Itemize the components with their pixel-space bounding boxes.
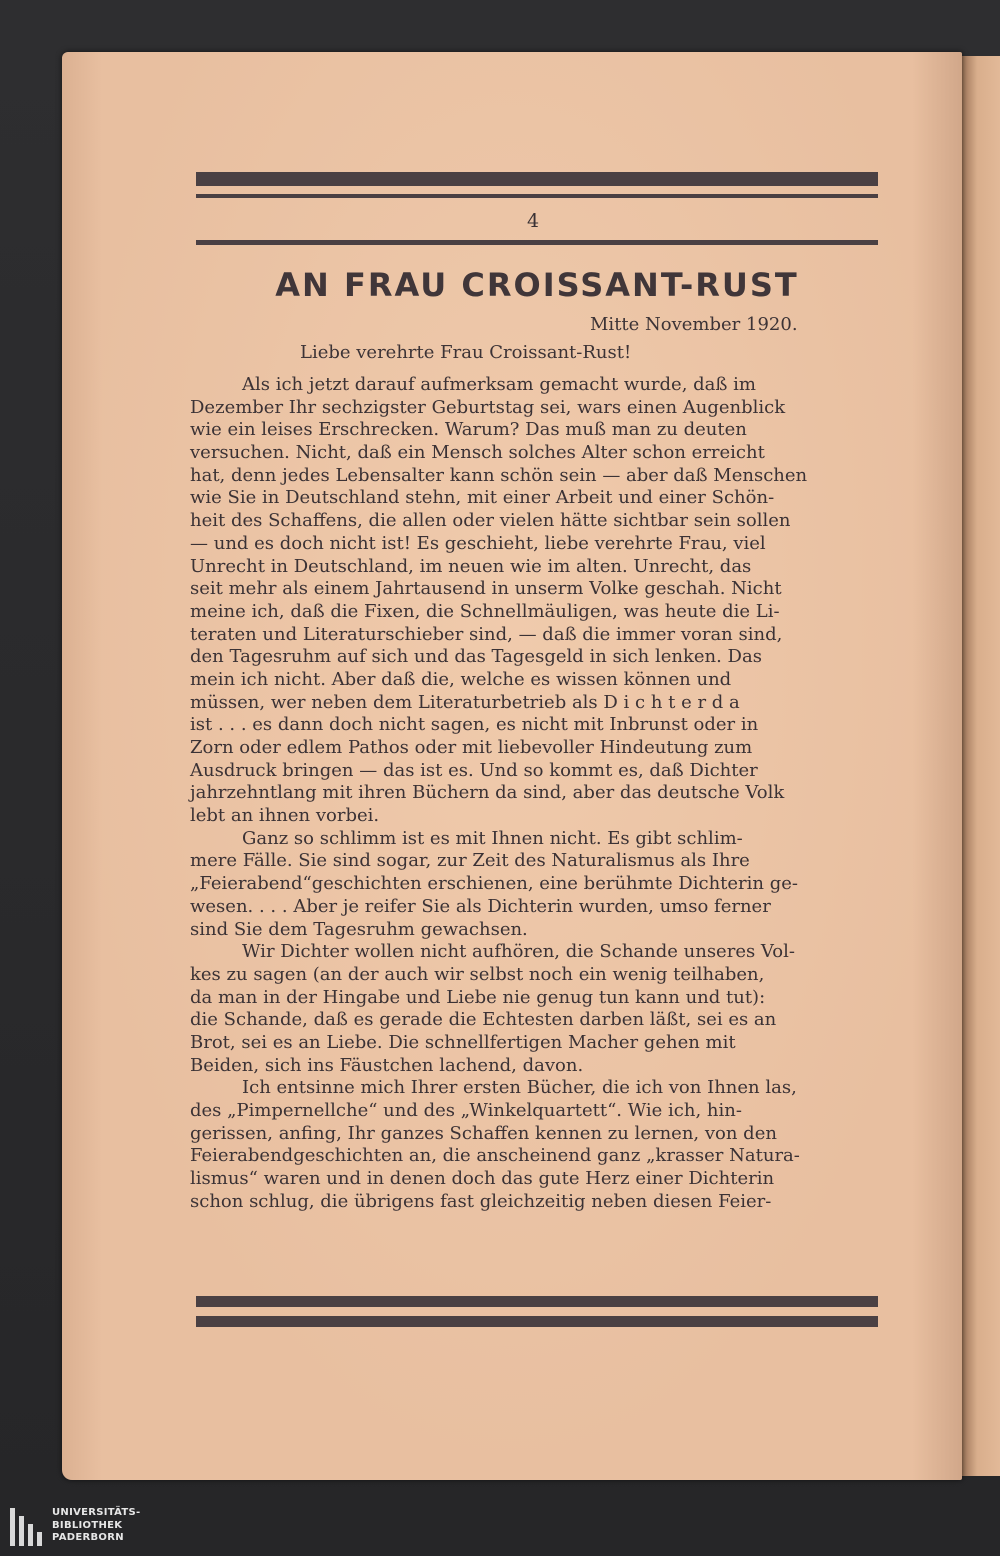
text-line: mein ich nicht. Aber daß die, welche es wissen können und xyxy=(190,668,732,690)
text-line: wesen. . . . Aber je reifer Sie als Dichterin wurden, umso ferner xyxy=(190,895,771,917)
header-rule-lower xyxy=(196,240,878,245)
text-line: den Tagesruhm auf sich und das Tagesgeld in sich lenken. Das xyxy=(190,646,762,668)
page-heading: AN FRAU CROISSANT-RUST xyxy=(275,266,799,304)
footer-rule-lower xyxy=(196,1316,878,1327)
text-line: schon schlug, die übrigens fast gleichzeitig neben diesen Feier- xyxy=(190,1190,772,1212)
text-line: Dezember Ihr sechzigster Geburtstag sei, wars einen Augenblick xyxy=(190,396,786,418)
library-logo-text xyxy=(52,1507,192,1545)
library-logo-icon xyxy=(10,1508,42,1546)
text-line: da man in der Hingabe und Liebe nie genug tun kann und tut): xyxy=(190,986,766,1008)
text-line: müssen, wer neben dem Literaturbetrieb als D i c h t e r d a xyxy=(190,691,740,713)
text-line: Ausdruck bringen — das ist es. Und so kommt es, daß Dichter xyxy=(190,759,758,781)
text-line: mere Fälle. Sie sind sogar, zur Zeit des Naturalismus als Ihre xyxy=(190,850,750,872)
logo-line: BIBLIOTHEK xyxy=(52,1519,123,1531)
text-line: meine ich, daß die Fixen, die Schnellmäuligen, was heute die Li- xyxy=(190,600,780,622)
text-line: versuchen. Nicht, daß ein Mensch solches Alter schon erreicht xyxy=(190,442,765,464)
text-line: Wir Dichter wollen nicht aufhören, die Schande unseres Vol- xyxy=(242,941,795,963)
text-line: teraten und Literaturschieber sind, — daß die immer voran sind, xyxy=(190,623,783,645)
letter-salutation: Liebe verehrte Frau Croissant-Rust! xyxy=(300,342,632,363)
text-line: lebt an ihnen vorbei. xyxy=(190,805,380,827)
text-line: „Feierabend“geschichten erschienen, eine berühmte Dichterin ge- xyxy=(190,873,798,895)
text-line: Unrecht in Deutschland, im neuen wie im alten. Unrecht, das xyxy=(190,555,752,577)
text-line: gerissen, anfing, Ihr ganzes Schaffen kennen zu lernen, von den xyxy=(190,1122,777,1144)
logo-line: PADERBORN xyxy=(52,1532,124,1543)
page-number: 4 xyxy=(526,210,540,232)
text-line: des „Pimpernellche“ und des „Winkelquartett“. Wie ich, hin- xyxy=(190,1100,742,1121)
text-line: jahrzehntlang mit ihren Büchern da sind, aber das deutsche Volk xyxy=(190,782,785,804)
text-line: sind Sie dem Tagesruhm gewachsen. xyxy=(190,918,528,940)
text-line: Beiden, sich ins Fäustchen lachend, davon. xyxy=(190,1054,584,1076)
text-line: Ich entsinne mich Ihrer ersten Bücher, die ich von Ihnen las, xyxy=(242,1077,797,1099)
logo-line: UNIVERSITÄTS- xyxy=(52,1507,141,1518)
text-line: wie Sie in Deutschland stehn, mit einer Arbeit und einer Schön- xyxy=(190,487,775,509)
letter-body xyxy=(190,374,880,1213)
facing-page-edge xyxy=(962,56,1000,1476)
letter-dateline: Mitte November 1920. xyxy=(590,314,798,335)
text-line: lismus“ waren und in denen doch das gute Herz einer Dichterin xyxy=(190,1168,775,1190)
text-line: heit des Schaffens, die allen oder vielen hätte sichtbar sein sollen xyxy=(190,510,791,532)
text-line: Brot, sei es an Liebe. Die schnellfertigen Macher gehen mit xyxy=(190,1031,736,1053)
text-line: Ganz so schlimm ist es mit Ihnen nicht. Es gibt schlim- xyxy=(242,827,743,849)
text-line: wie ein leises Erschrecken. Warum? Das muß man zu deuten xyxy=(190,419,747,441)
text-line: kes zu sagen (an der auch wir selbst noch ein wenig teilhaben, xyxy=(190,963,765,985)
text-line: hat, denn jedes Lebensalter kann schön sein — aber daß Menschen xyxy=(190,464,808,486)
footer-rule-upper xyxy=(196,1296,878,1307)
header-rule-thick xyxy=(196,172,878,186)
text-line: seit mehr als einem Jahrtausend in unserm Volke geschah. Nicht xyxy=(190,578,782,600)
text-line: — und es doch nicht ist! Es geschieht, liebe verehrte Frau, viel xyxy=(190,532,766,554)
text-line: ist . . . es dann doch nicht sagen, es nicht mit Inbrunst oder in xyxy=(190,714,759,736)
text-line: Feierabendgeschichten an, die anscheinend ganz „krasser Natura- xyxy=(190,1145,800,1167)
text-line: die Schande, daß es gerade die Echtesten darben läßt, sei es an xyxy=(190,1009,777,1031)
text-line: Zorn oder edlem Pathos oder mit liebevoller Hindeutung zum xyxy=(190,737,753,758)
header-rule-thin xyxy=(196,194,878,198)
text-line: Als ich jetzt darauf aufmerksam gemacht wurde, daß im xyxy=(242,374,756,395)
